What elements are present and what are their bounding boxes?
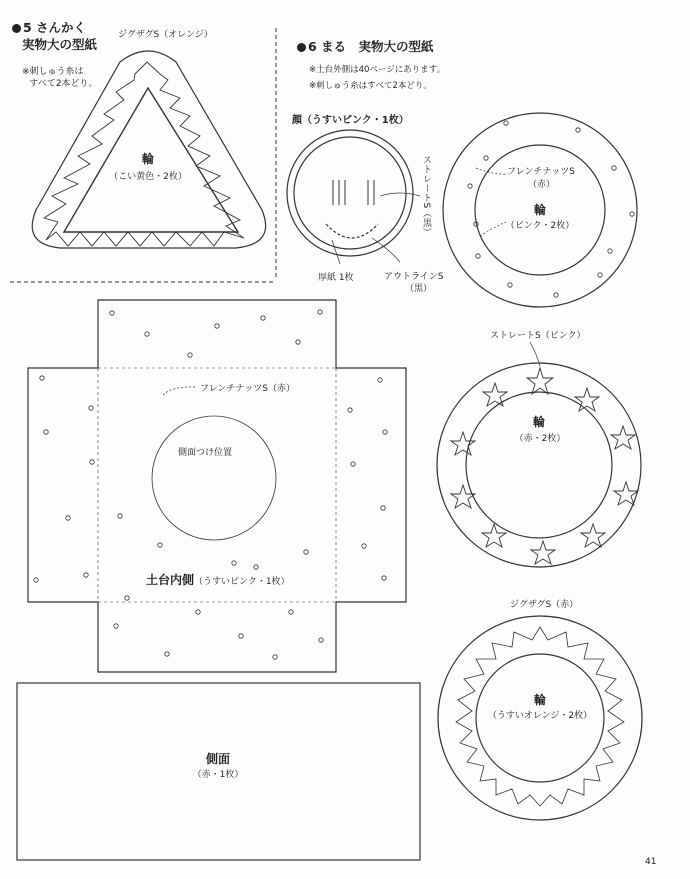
- base-title: 土台内側: [146, 573, 195, 587]
- page-number: 41: [645, 857, 657, 867]
- zigzag-orange-label: ジグザグS（オレンジ）: [118, 30, 213, 40]
- triangle-ring-title: 輪: [141, 152, 154, 166]
- base-french-label: フレンチナッツS（赤）: [200, 384, 295, 394]
- face-outline-color: （黒）: [405, 284, 433, 294]
- side-sub: （赤・1枚）: [192, 770, 244, 780]
- base-fold-lines: [98, 368, 336, 602]
- french-knots-base: [34, 310, 387, 659]
- ring-red-inner: [466, 392, 612, 538]
- red-ring-title: 輪: [532, 415, 545, 429]
- orange-ring-sub: （うすいオレンジ・2枚）: [487, 711, 593, 721]
- orange-ring-title: 輪: [533, 693, 546, 707]
- pink-ring-french-color: （赤）: [528, 180, 556, 190]
- pink-ring-title: 輪: [533, 203, 546, 217]
- face-inner: [294, 137, 406, 249]
- red-ring-sub: （赤・2枚）: [514, 434, 566, 444]
- bullet-icon: [12, 24, 21, 33]
- section6-note-1: ※土台外側は40ページにあります。: [309, 65, 446, 75]
- stars-pink: [451, 368, 638, 564]
- face-cardboard-label: 厚紙 1枚: [318, 273, 354, 283]
- section5-note-2: すべて2本どり。: [29, 79, 98, 89]
- face-title: 顔（うすいピンク・1枚）: [292, 115, 409, 126]
- section6-note-2: ※刺しゅう糸はすべて2本どり。: [309, 81, 432, 91]
- side-title: 側面: [205, 752, 230, 766]
- section5-note-1: ※刺しゅう糸は: [22, 67, 84, 77]
- face-straight-label: ストレートS（黒）: [421, 155, 431, 238]
- base-cross: [28, 300, 406, 672]
- orange-ring-zigzag-label: ジグザグS（赤）: [510, 600, 579, 610]
- ring-red-outer: [437, 363, 641, 567]
- face-eyes: [333, 180, 374, 205]
- section5-title: 5 さんかく: [12, 20, 86, 36]
- triangle-ring-sub: （こい黄色・2枚）: [109, 172, 187, 182]
- face-outline-label: アウトラインS: [384, 272, 444, 282]
- section5-subtitle: 実物大の型紙: [22, 37, 98, 52]
- bullet-icon: [297, 43, 306, 52]
- section6-title: 6 まる 実物大の型紙: [297, 39, 434, 55]
- side-position-circle: [152, 416, 276, 540]
- base-label: [146, 575, 290, 588]
- base-sub: （うすいピンク・1枚）: [194, 577, 290, 587]
- red-ring-straight-label: ストレートS（ピンク）: [490, 331, 586, 341]
- face-smile: [326, 224, 378, 238]
- pink-ring-sub: （ピンク・2枚）: [505, 221, 575, 231]
- pink-ring-french-label: フレンチナッツS: [507, 167, 575, 177]
- side-position-label: 側面つけ位置: [178, 448, 233, 458]
